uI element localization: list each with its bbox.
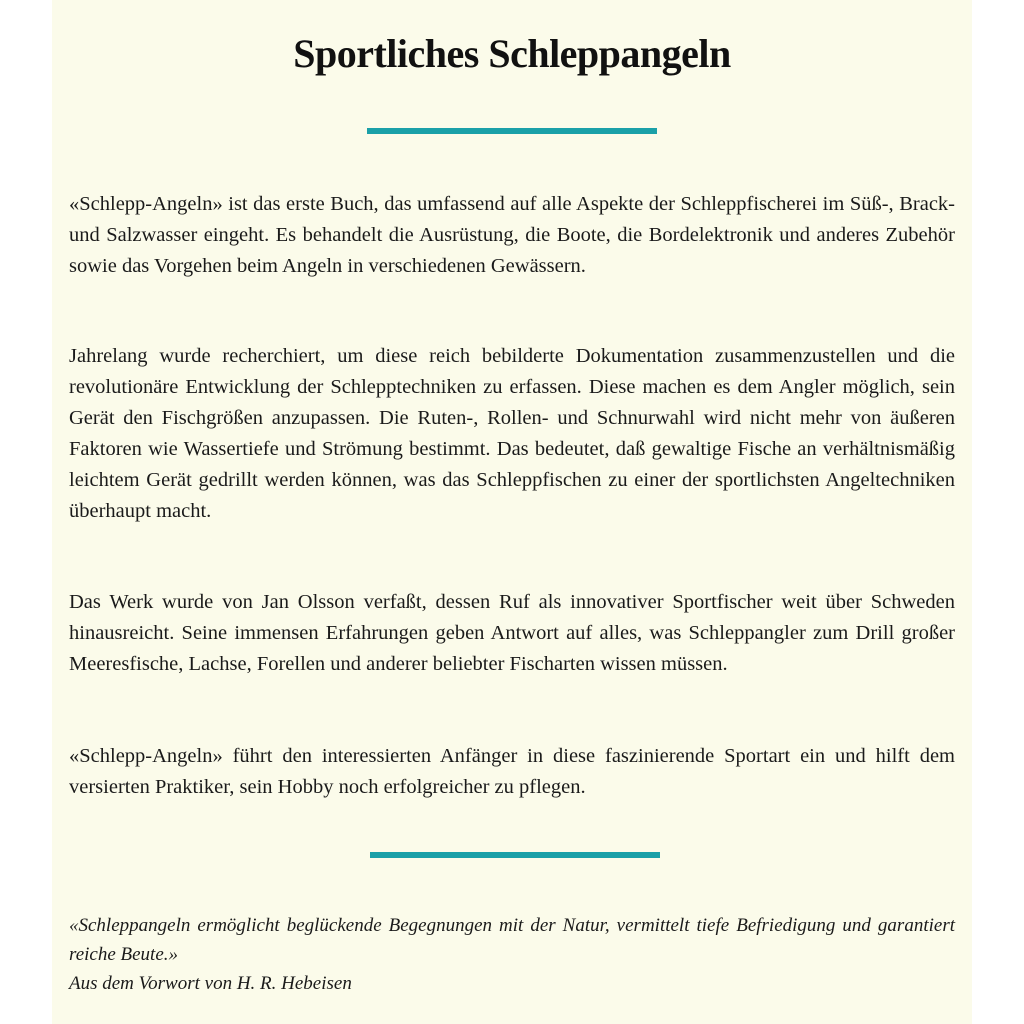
paragraph-audience: «Schlepp-Angeln» führt den interessierten Anfänger in diese faszinierende Sportart ein und hilft dem versierten Praktiker, sein Hobby noch erfolgreicher zu pflegen. xyxy=(69,745,955,798)
foreword-quote xyxy=(69,911,955,998)
paragraph-intro: «Schlepp-Angeln» ist das erste Buch, das umfassend auf alle Aspekte der Schleppfischerei im Süß-, Brack- und Salzwasser eingeht. Es behandelt die Ausrüstung, die Boote, die Bordelektronik und anderes Zubehör sowie das Vorgehen beim Angeln in verschiedenen Gewässern. xyxy=(69,193,955,277)
paragraph-research: Jahrelang wurde recherchiert, um diese reich bebilderte Dokumentation zusammenzustellen und die revolutionäre Entwicklung der Schlepptechniken zu erfassen. Diese machen es dem Angler möglich, sein Gerät den Fischgrößen anzupassen. Die Ruten-, Rollen- und Schnurwahl wird nicht mehr von äußeren Faktoren wie Wassertiefe und Strömung bestimmt. Das bedeutet, daß gewaltige Fische an verhältnismäßig leichtem Gerät gedrillt werden können, was das Schleppfischen zu einer der sportlichsten Angeltechniken überhaupt macht. xyxy=(69,345,955,522)
book-back-cover xyxy=(52,0,972,1024)
paragraph-author: Das Werk wurde von Jan Olsson verfaßt, dessen Ruf als innovativer Sportfischer weit über Schweden hinausreicht. Seine immensen Erfahrungen geben Antwort auf alles, was Schleppangler zum Drill großer Meeresfische, Lachse, Forellen und anderer beliebter Fischarten wissen müssen. xyxy=(69,591,955,675)
quote-text: «Schleppangeln ermöglicht beglückende Begegnungen mit der Natur, vermittelt tiefe Befriedigung und garantiert reiche Beute.» xyxy=(69,915,955,965)
bottom-divider-rule xyxy=(370,852,660,858)
quote-source: Aus dem Vorwort von H. R. Hebeisen xyxy=(69,973,352,994)
top-divider-rule xyxy=(367,128,657,134)
page-title: Sportliches Schleppangeln xyxy=(293,31,731,76)
